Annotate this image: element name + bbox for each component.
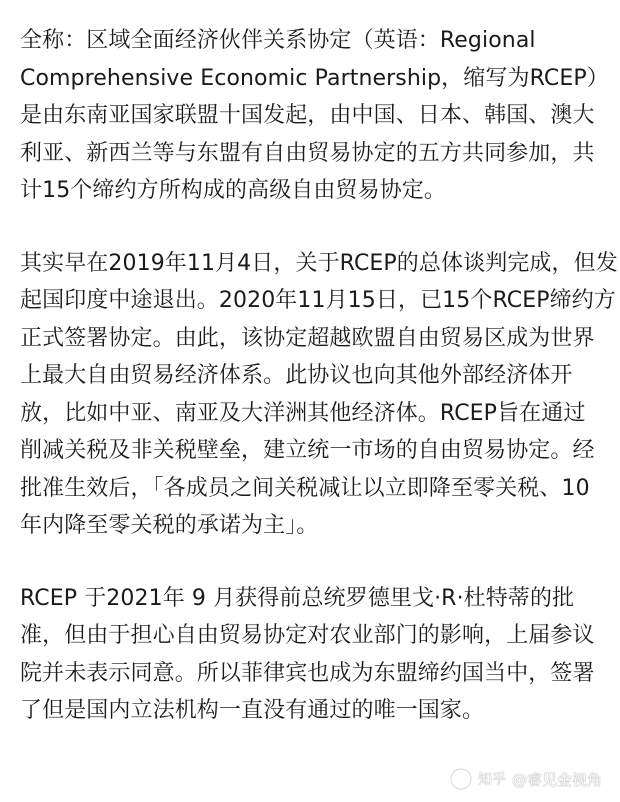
paragraph-spacer <box>20 210 604 245</box>
text-line: 其实早在2019年11月4日，关于RCEP的总体谈判完成，但发 <box>20 250 618 276</box>
paragraph-history <box>20 245 618 545</box>
text-line: 院并未表示同意。所以菲律宾也成为东盟缔约国当中，签署 <box>20 660 595 686</box>
watermark <box>450 768 602 790</box>
text-line: 年内降至零关税的承诺为主」。 <box>20 513 319 538</box>
text-line: RCEP 于2021年 9 月获得前总统罗德里戈·R·杜特蒂的批 <box>20 585 575 611</box>
paragraph-spacer <box>20 545 604 580</box>
watermark-brand: 知乎 <box>477 772 506 788</box>
text-line: 起国印度中途退出。2020年11月15日，已15个RCEP缔约方 <box>20 288 616 313</box>
watermark-author: @睿见金视角 <box>511 770 602 789</box>
text-line: 是由东南亚国家联盟十国发起，由中国、日本、韩国、澳大 <box>20 103 595 128</box>
text-line: 利亚、新西兰等与东盟有自由贸易协定的五方共同参加，共 <box>20 140 595 166</box>
text-line: 削减关税及非关税壁垒，建立统一市场的自由贸易协定。经 <box>20 438 595 463</box>
text-line: 正式签署协定。由此，该协定超越欧盟自由贸易区成为世界 <box>20 325 595 351</box>
text-line: 计15个缔约方所构成的高级自由贸易协定。 <box>20 178 446 203</box>
text-line: 放，比如中亚、南亚及大洋洲其他经济体。RCEP旨在通过 <box>20 400 586 426</box>
text-line: 上最大自由贸易经济体系。此协议也向其他外部经济体开 <box>20 363 573 388</box>
article-body <box>20 22 618 730</box>
paragraph-philippines <box>20 580 604 730</box>
text-line: 批准生效后，「各成员之间关税减让以立即降至零关税、10 <box>20 475 590 501</box>
paragraph-intro <box>20 22 609 210</box>
text-line: 了但是国内立法机构一直没有通过的唯一国家。 <box>20 698 485 723</box>
text-line: 准，但由于担心自由贸易协定对农业部门的影响，上届参议 <box>20 623 595 648</box>
text-line: 全称：区域全面经济伙伴关系协定（英语：Regional <box>20 28 536 53</box>
text-line: Comprehensive Economic Partnership，缩写为RCEP） <box>20 65 609 91</box>
zhihu-logo-icon <box>450 768 472 790</box>
